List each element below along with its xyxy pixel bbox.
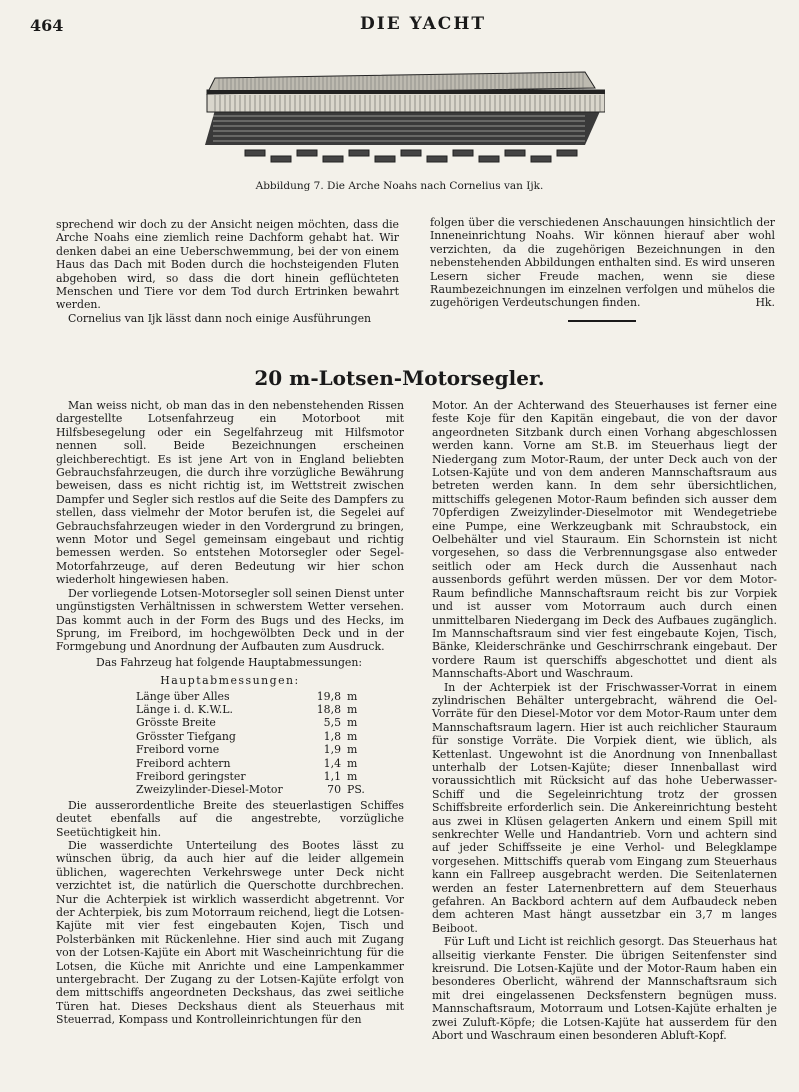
dimension-row	[136, 703, 365, 716]
dimension-unit: m	[347, 716, 358, 730]
article-left-column	[56, 399, 404, 1027]
dimension-name: Freibord geringster	[136, 769, 246, 783]
paragraph	[430, 216, 775, 310]
dimension-row	[136, 690, 365, 703]
dimension-value: 18,8	[316, 702, 341, 716]
page-number: 464	[30, 16, 64, 35]
dimension-name: Länge über Alles	[136, 689, 230, 703]
dimensions-heading: Hauptabmessungen:	[160, 674, 300, 688]
dimension-name: Grösster Tiefgang	[136, 729, 236, 743]
dimension-row	[136, 716, 365, 729]
article-right-column	[432, 399, 777, 1043]
ark-water-planks	[245, 150, 577, 162]
dimension-unit: m	[347, 756, 358, 770]
paragraph: Das Fahrzeug hat folgende Hauptabmessungen:	[96, 655, 363, 669]
top-left-column	[56, 218, 399, 325]
dimension-unit: m	[347, 729, 358, 743]
figure-caption: Abbildung 7. Die Arche Noahs nach Cornelius van Ijk.	[255, 180, 544, 192]
noahs-ark-illustration	[185, 50, 605, 172]
paragraph: Motor. An der Achterwand des Steuerhauses ist ferner eine feste Koje für den Kapitän eingebaut, die von der davor angeordneten Sitzbank durch einen Vorhang abgeschlossen werden kann. Vorne am St.B. im Steuerhaus liegt der Niedergang zum Motor-Raum, der unter Deck auch von der Lotsen-Kajüte und von dem anderen Mannschaftsraum aus betreten werden kann. In dem sehr übersichtlichen, mittschiffs gelegenen Motor-Raum befinden sich ausser dem 70pferdigen Zweizylinder-Dieselmotor mit Wendegetriebe eine Pumpe, eine Werkzeugbank mit Schraubstock, ein Oelbehälter und viel Stauraum. Ein Schornstein ist nicht vorgesehen, so dass die Verbrennungsgase also entweder seitlich oder am Heck durch die Aussenhaut nach aussenbords geführt werden müssen. Der vor dem Motor-Raum befindliche Mannschaftsraum reicht bis zur Vorpiek und ist ausser vom Motorraum auch durch einen unmittelbaren Niedergang im Deck des Aufbaues zugänglich. Im Mannschaftsraum sind vier fest eingebaute Kojen, Tisch, Bänke, Kleiderschränke und Geschirrschrank eingebaut. Der vordere Raum ist querschiffs abgeschottet und dient als Mannschafts-Abort und Waschraum.	[432, 399, 777, 681]
paragraph: Cornelius van Ijk lässt dann noch einige Ausführungen	[68, 311, 372, 325]
dimension-unit: m	[347, 689, 358, 703]
dimension-unit: PS.	[347, 783, 365, 797]
dimensions-table	[136, 690, 365, 797]
dimension-row	[136, 743, 365, 756]
author-signature: Hk.	[755, 296, 775, 310]
paragraph: In der Achterpiek ist der Frischwasser-Vorrat in einem zylindrischen Behälter untergebracht, während die Oel-Vorräte für den Diesel-Motor vor dem Motor-Raum unter dem Mannschaftsraum lagern. Hier ist auch reichlicher Stauraum für sonstige Vorräte. Die Vorpiek dient, wie üblich, als Kettenlast. Ungewohnt ist die Anordnung von Innenballast unterhalb der Lotsen-Kajüte; dieser Innenballast wird voraussichtlich mit Rücksicht auf das hohe Ueberwasser-Schiff und die Segeleinrichtung trotz der grossen Schiffsbreite erforderlich sein. Die Ankereinrichtung besteht aus zwei in Klüsen gelagerten Ankern und einem Spill mit senkrechter Welle und Handantrieb. Vorn und achtern sind auf jeder Schiffsseite je eine Verhol- und Belegklampe vorgesehen. Mittschiffs querab vom Eingang zum Steuerhaus kann ein Fallreep ausgebracht werden. Die Seitenlaternen werden an fester Laternenbrettern auf dem Steuerhaus gefahren. An Backbord achtern auf dem Aufbaudeck neben dem achteren Mast hängt aussetzbar ein 3,7 m langes Beiboot.	[432, 680, 777, 935]
dimension-unit: m	[347, 702, 358, 716]
dimension-value: 1,4	[323, 756, 341, 770]
dimension-row	[136, 770, 365, 783]
dimension-value: 1,9	[323, 743, 341, 757]
article-title: 20 m-Lotsen-Motorsegler.	[254, 366, 545, 390]
dimension-row	[136, 757, 365, 770]
dimension-value: 70	[327, 783, 341, 797]
dimension-value: 5,5	[323, 716, 341, 730]
dimension-name: Zweizylinder-Diesel-Motor	[136, 783, 283, 797]
section-divider	[568, 320, 636, 322]
paragraph: sprechend wir doch zu der Ansicht neigen möchten, dass die Arche Noahs eine ziemlich reine Dachform gehabt hat. Wir denken dabei an eine Ueberschwemmung, bei der von einem Haus das Dach mit Boden durch die hochsteigenden Fluten abgehoben wird, so dass die dort hinein geflüchteten Menschen und Tiere vor dem Tod durch Ertrinken bewahrt werden.	[56, 218, 399, 312]
dimension-name: Freibord vorne	[136, 743, 220, 757]
paragraph: Die wasserdichte Unterteilung des Bootes lässt zu wünschen übrig, da auch hier auf die leider allgemein üblichen, wagerechten Verkehrswege unter Deck nicht verzichtet ist, die natürlich die Querschotte durchbrechen. Nur die Achterpiek ist wirklich wasserdicht abgetrennt. Vor der Achterpiek, bis zum Motorraum reichend, liegt die Lotsen-Kajüte mit vier fest eingebauten Kojen, Tisch und Polsterbänken mit Rückenlehne. Hier sind auch mit Zugang von der Lotsen-Kajüte ein Abort mit Wascheinrichtung für die Lotsen, die Küche mit Anrichte und eine Lampenkammer untergebracht. Der Zugang zu der Lotsen-Kajüte erfolgt von dem mittschiffs angeordneten Deckshaus, das zwei seitliche Türen hat. Dieses Deckshaus dient als Steuerhaus mit Steuerrad, Kompass und Kontrolleinrichtungen für den	[56, 839, 404, 1027]
dimension-name: Grösste Breite	[136, 716, 216, 730]
dimension-value: 19,8	[316, 689, 341, 703]
dimension-row	[136, 783, 365, 796]
paragraph: Man weiss nicht, ob man das in den nebenstehenden Rissen dargestellte Lotsenfahrzeug ein Motorboot mit Hilfsbesegelung oder ein Segelfahrzeug mit Hilfsmotor nennen soll. Beide Bezeichnungen erscheinen gleichberechtigt. Es ist jene Art von in England beliebten Gebrauchsfahrzeugen, die durch ihre vorzügliche Bewährung beweisen, dass es nicht richtig ist, im Wettstreit zwischen Dampfer und Segler sich restlos auf die Seite des Dampfers zu stellen, dass vielmehr der Motor berufen ist, die Segelei auf Gebrauchsfahrzeugen wieder in den Vordergrund zu bringen, wenn Motor und Segel gemeinsam eingebaut und richtig bemessen werden. So entstehen Motorsegler oder Segel-Motorfahrzeuge, auf deren Bedeutung wir hier schon wiederholt hingewiesen haben.	[56, 399, 404, 587]
paragraph: Die ausserordentliche Breite des steuerlastigen Schiffes deutet ebenfalls auf die angestrebte, vorzügliche Seetüchtigkeit hin.	[56, 798, 404, 839]
dimension-name: Freibord achtern	[136, 756, 231, 770]
paragraph: Für Luft und Licht ist reichlich gesorgt. Das Steuerhaus hat allseitig vierkante Fenster. Die übrigen Seitenfenster sind kreisrund. Die Lotsen-Kajüte und der Motor-Raum haben ein besonderes Oberlicht, während der Mannschaftsraum sich mit drei eingelassenen Decksfenstern begnügen muss. Mannschaftsraum, Motorraum und Lotsen-Kajüte erhalten je zwei Zuluft-Köpfe; die Lotsen-Kajüte hat ausserdem für den Abort und Waschraum einen besonderen Abluft-Kopf.	[432, 935, 777, 1043]
dimension-value: 1,1	[323, 769, 341, 783]
top-right-column	[430, 216, 775, 310]
dimension-unit: m	[347, 743, 358, 757]
dimension-unit: m	[347, 769, 358, 783]
dimension-name: Länge i. d. K.W.L.	[136, 702, 233, 716]
dimension-value: 1,8	[323, 729, 341, 743]
paragraph: Der vorliegende Lotsen-Motorsegler soll seinen Dienst unter ungünstigsten Verhältnissen in schwerstem Wetter versehen. Das kommt auch in der Form des Bugs und des Hecks, im Sprung, im Freibord, im hochgewölbten Deck und in der Formgebung und Anordnung der Aufbauten zum Ausdruck.	[56, 586, 405, 654]
paragraph-text: folgen über die verschiedenen Anschauungen hinsichtlich der Inneneinrichtung Noahs. Wir können hierauf aber wohl verzichten, da die zugehörigen Bezeichnungen in den nebenstehenden Abbildungen enthalten sind. Es wird unseren Lesern sicher Freude machen, wenn sie diese Raumbezeichnungen im einzelnen verfolgen und mühelos die zugehörigen Verdeutschungen finden.	[430, 216, 775, 310]
running-head: DIE YACHT	[360, 14, 487, 34]
dimension-row	[136, 730, 365, 743]
